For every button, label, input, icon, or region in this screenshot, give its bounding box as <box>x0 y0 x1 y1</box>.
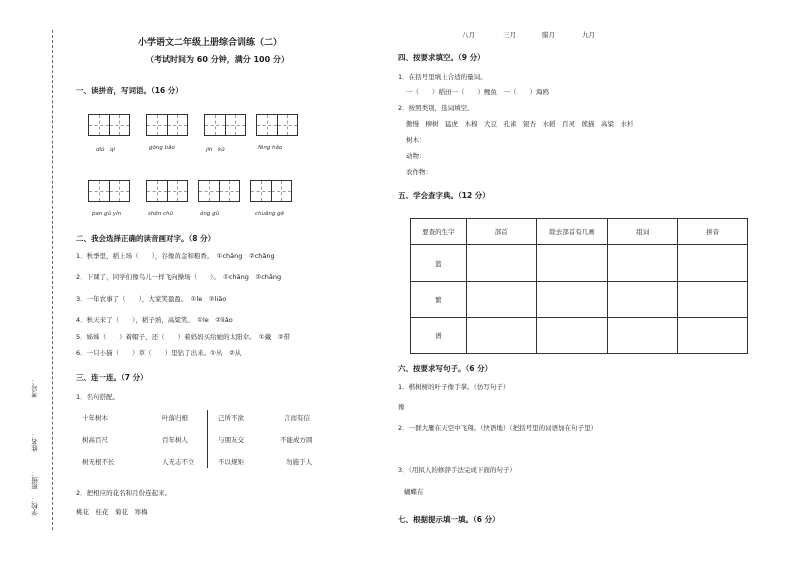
table-cell[interactable] <box>466 318 536 354</box>
match-item[interactable]: 与朋友交 <box>218 436 244 444</box>
question-item: 4．秋天来了（ ），稻子熟，高粱笑。 ①le ②liǎo <box>76 316 233 324</box>
table-cell-char: 篮 <box>411 245 467 282</box>
flower-names[interactable]: 桃花 桂花 菊花 寒梅 <box>76 508 148 516</box>
writing-grid[interactable] <box>204 114 246 136</box>
table-cell[interactable] <box>608 245 678 282</box>
writing-grid[interactable] <box>146 114 188 136</box>
writing-grid[interactable] <box>198 180 240 202</box>
section-2-heading: 二、我会选择正确的读音画对字。（8 分） <box>76 234 216 243</box>
section-3-heading: 三、连一连。（7 分） <box>76 373 148 382</box>
month-item[interactable]: 八月 <box>462 31 475 39</box>
category-trees[interactable]: 树木： <box>406 136 426 144</box>
question-title: 3．（用拟人的修辞手法完成下面的句子） <box>398 466 516 474</box>
measure-word-line[interactable]: 一（ ）稻田一（ ）鲤鱼 一（ ）海鸥 <box>406 88 549 96</box>
month-item[interactable]: 九月 <box>582 31 595 39</box>
question-item: 2．下课了，同学们像鸟儿一样飞向操场（ ）。 ①chāng ②chǎng <box>76 273 282 281</box>
section-4-heading: 四、按要求填空。（9 分） <box>398 53 485 62</box>
table-header: 部首 <box>466 219 536 245</box>
table-header: 要查的生字 <box>411 219 467 245</box>
question-title: 1．在括号里填上合适的量词。 <box>398 73 487 81</box>
match-item[interactable]: 不以规矩 <box>218 458 244 466</box>
table-cell[interactable] <box>536 245 608 282</box>
pinyin-prompt: jīn kǔ <box>206 147 225 153</box>
table-cell[interactable] <box>608 282 678 318</box>
table-cell[interactable] <box>678 245 748 282</box>
question-title: 1．楷树树的叶子像手掌。（仿写句子） <box>398 383 510 391</box>
table-cell[interactable] <box>466 282 536 318</box>
match-item[interactable]: 言而有信 <box>284 414 310 422</box>
table-cell[interactable] <box>678 282 748 318</box>
match-item[interactable]: 人无志不立 <box>162 458 195 466</box>
match-item[interactable]: 不能成方圆 <box>280 436 313 444</box>
category-animals[interactable]: 动物： <box>406 152 426 160</box>
question-title: 2．把相应的花名和月份连起来。 <box>76 489 172 497</box>
match-item[interactable]: 百年树人 <box>162 436 188 444</box>
writing-grid[interactable] <box>88 180 130 202</box>
word-bank: 傲慢 柳树 猛虎 木棉 大豆 孔雀 银杏 水稻 百灵 熊猫 高粱 水杉 <box>406 120 634 128</box>
pinyin-prompt: diū qì <box>96 147 116 153</box>
question-item: 3．一年农事了（ ），大家笑盈盈。 ①le ②liǎo <box>76 295 227 303</box>
column-divider <box>207 410 208 468</box>
month-item[interactable]: 三月 <box>503 31 516 39</box>
table-header: 组词 <box>608 219 678 245</box>
pinyin-prompt: pan gǔ yǐn <box>92 211 122 217</box>
table-cell[interactable] <box>678 318 748 354</box>
table-cell-char: 谱 <box>411 318 467 354</box>
section-5-heading: 五、学会查字典。（12 分） <box>398 191 490 200</box>
pinyin-prompt: shēn chū <box>148 211 173 217</box>
answer-start[interactable]: 像 <box>398 403 405 411</box>
question-item: 1．秋季里，稻上场（ ），谷像黄金和粮香。 ①chǎng ②chǎng <box>76 252 275 260</box>
table-cell-char: 繁 <box>411 282 467 318</box>
side-label-number: 考号： <box>31 378 39 398</box>
writing-grid[interactable] <box>250 180 292 202</box>
writing-grid[interactable] <box>146 180 188 202</box>
question-item: 6．一只小猫（ ）草（ ）里钻了出来。①丛 ②从 <box>76 349 242 357</box>
side-label-name: 姓名： <box>31 432 39 452</box>
dictionary-table <box>410 218 748 354</box>
table-header: 拼音 <box>678 219 748 245</box>
question-title: 1．名句搭配。 <box>76 393 120 401</box>
match-item[interactable]: 十年树木 <box>82 414 108 422</box>
writing-grid[interactable] <box>88 114 130 136</box>
match-item[interactable]: 叶落归根 <box>162 414 188 422</box>
section-1-heading: 一、读拼音，写词语。（16 分） <box>76 86 183 95</box>
section-6-heading: 六、按要求写句子。（6 分） <box>398 364 493 373</box>
page-subtitle: （考试时间为 60 分钟，满分 100 分） <box>146 55 289 64</box>
category-crops[interactable]: 农作物： <box>406 168 432 176</box>
question-title: 2．一群大雁在天空中飞翔。（快语地）（把括号里的词语加在句子里） <box>398 424 598 432</box>
page-title: 小学语文二年级上册综合训练（二） <box>138 38 283 48</box>
table-cell[interactable] <box>536 282 608 318</box>
pinyin-prompt: gōng bǎo <box>149 145 175 151</box>
table-cell[interactable] <box>608 318 678 354</box>
binding-line <box>52 30 53 530</box>
section-7-heading: 七、根据提示填一填。（6 分） <box>398 515 500 524</box>
table-cell[interactable] <box>536 318 608 354</box>
match-item[interactable]: 勿施于人 <box>286 458 312 466</box>
month-item[interactable]: 腊月 <box>542 31 555 39</box>
writing-grid[interactable] <box>256 114 298 136</box>
match-item[interactable]: 树无根不长 <box>82 458 115 466</box>
pinyin-prompt: fēng hǎo <box>258 145 283 151</box>
answer-start[interactable]: 蝴蝶在 <box>404 488 424 496</box>
question-item: 5．姊姊（ ）着帽子，还（ ）着妈妈买给她的太阳伞。 ①戴 ②带 <box>76 333 291 341</box>
side-label-class: 班级： <box>31 470 39 490</box>
pinyin-prompt: chuāng gē <box>255 211 284 217</box>
match-item[interactable]: 树高百尺 <box>82 436 108 444</box>
question-title: 2．按照类别，选词填空。 <box>398 104 474 112</box>
table-header: 除去部首有几画 <box>536 219 608 245</box>
table-cell[interactable] <box>466 245 536 282</box>
pinyin-prompt: ǒng gǔ <box>200 211 220 217</box>
side-label-school: 学校： <box>31 496 39 516</box>
match-item[interactable]: 己所不欲 <box>218 414 244 422</box>
